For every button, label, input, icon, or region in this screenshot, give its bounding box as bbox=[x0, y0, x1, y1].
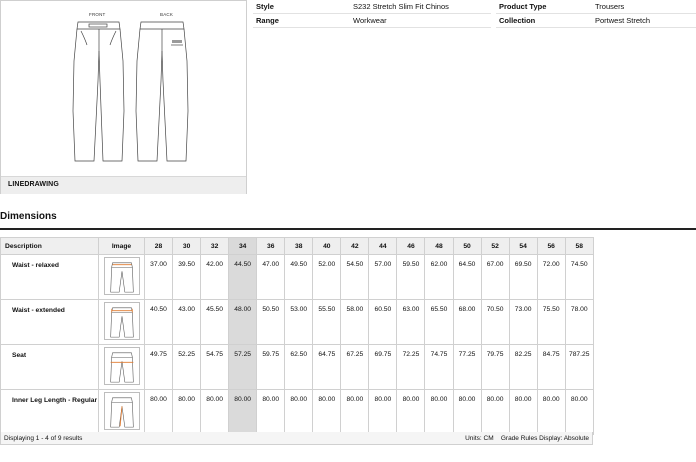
value-cell-size-56: 75.50 bbox=[537, 300, 565, 345]
value-cell-size-46: 63.00 bbox=[397, 300, 425, 345]
table-header-row bbox=[1, 238, 594, 255]
size-header-48: 48 bbox=[425, 238, 453, 255]
measurement-description: Waist - extended bbox=[1, 300, 99, 345]
size-header-56: 56 bbox=[537, 238, 565, 255]
value-cell-size-36: 50.50 bbox=[257, 300, 285, 345]
trousers-line-drawing bbox=[1, 1, 246, 176]
value-cell-size-30: 80.00 bbox=[173, 390, 201, 435]
value-cell-size-52: 67.00 bbox=[481, 255, 509, 300]
value-cell-size-42: 67.25 bbox=[341, 345, 369, 390]
value-cell-size-56: 80.00 bbox=[537, 390, 565, 435]
value-cell-size-54: 82.25 bbox=[509, 345, 537, 390]
value-cell-size-36: 47.00 bbox=[257, 255, 285, 300]
measurement-image-cell bbox=[99, 300, 145, 345]
value-cell-size-50: 80.00 bbox=[453, 390, 481, 435]
value-cell-size-30: 52.25 bbox=[173, 345, 201, 390]
attribute-row-2 bbox=[256, 14, 696, 28]
value-cell-size-54: 80.00 bbox=[509, 390, 537, 435]
style-value: S232 Stretch Slim Fit Chinos bbox=[353, 2, 449, 11]
measurement-description: Inner Leg Length - Regular bbox=[1, 390, 99, 435]
size-header-58: 58 bbox=[565, 238, 593, 255]
linedrawing-panel bbox=[0, 0, 247, 194]
range-value: Workwear bbox=[353, 16, 387, 25]
attribute-divider bbox=[496, 27, 696, 28]
size-header-40: 40 bbox=[313, 238, 341, 255]
value-cell-size-58: 80.00 bbox=[565, 390, 593, 435]
measurement-description: Waist - relaxed bbox=[1, 255, 99, 300]
size-header-30: 30 bbox=[173, 238, 201, 255]
value-cell-size-56: 72.00 bbox=[537, 255, 565, 300]
results-count: Displaying 1 - 4 of 9 results bbox=[4, 435, 83, 442]
units-label: Units: CM bbox=[465, 435, 494, 442]
value-cell-size-38: 80.00 bbox=[285, 390, 313, 435]
table-row bbox=[1, 390, 594, 435]
value-cell-size-50: 68.00 bbox=[453, 300, 481, 345]
size-header-46: 46 bbox=[397, 238, 425, 255]
trousers-sketch-icon bbox=[1, 1, 246, 176]
value-cell-size-28: 80.00 bbox=[145, 390, 173, 435]
value-cell-size-44: 80.00 bbox=[369, 390, 397, 435]
linedrawing-footer bbox=[1, 176, 246, 194]
trouser-waist-extended-icon[interactable] bbox=[104, 302, 140, 340]
value-cell-size-34: 48.00 bbox=[229, 300, 257, 345]
size-header-32: 32 bbox=[201, 238, 229, 255]
table-row bbox=[1, 345, 594, 390]
image-header: Image bbox=[99, 238, 145, 255]
table-row bbox=[1, 300, 594, 345]
value-cell-size-32: 45.50 bbox=[201, 300, 229, 345]
size-header-54: 54 bbox=[509, 238, 537, 255]
value-cell-size-42: 80.00 bbox=[341, 390, 369, 435]
value-cell-size-38: 53.00 bbox=[285, 300, 313, 345]
value-cell-size-32: 80.00 bbox=[201, 390, 229, 435]
value-cell-size-46: 80.00 bbox=[397, 390, 425, 435]
collection-value: Portwest Stretch bbox=[595, 16, 651, 25]
size-header-38: 38 bbox=[285, 238, 313, 255]
measurement-image-cell bbox=[99, 390, 145, 435]
value-cell-size-38: 62.50 bbox=[285, 345, 313, 390]
value-cell-size-52: 79.75 bbox=[481, 345, 509, 390]
value-cell-size-58: 74.50 bbox=[565, 255, 593, 300]
dimensions-divider bbox=[0, 228, 696, 230]
grade-rules-label: Grade Rules Display: Absolute bbox=[500, 435, 589, 442]
value-cell-size-42: 54.50 bbox=[341, 255, 369, 300]
value-cell-size-30: 43.00 bbox=[173, 300, 201, 345]
collection-label: Collection bbox=[499, 16, 536, 25]
value-cell-size-52: 80.00 bbox=[481, 390, 509, 435]
dimensions-title: Dimensions bbox=[0, 211, 57, 222]
value-cell-size-30: 39.50 bbox=[173, 255, 201, 300]
value-cell-size-48: 80.00 bbox=[425, 390, 453, 435]
value-cell-size-34: 80.00 bbox=[229, 390, 257, 435]
attribute-divider bbox=[253, 27, 491, 28]
value-cell-size-34: 57.25 bbox=[229, 345, 257, 390]
dimensions-table bbox=[0, 237, 594, 435]
value-cell-size-54: 69.50 bbox=[509, 255, 537, 300]
value-cell-size-28: 49.75 bbox=[145, 345, 173, 390]
size-header-52: 52 bbox=[481, 238, 509, 255]
trouser-waist-relaxed-icon[interactable] bbox=[104, 257, 140, 295]
value-cell-size-40: 64.75 bbox=[313, 345, 341, 390]
value-cell-size-36: 80.00 bbox=[257, 390, 285, 435]
trouser-inner-leg-icon[interactable] bbox=[104, 392, 140, 430]
value-cell-size-56: 84.75 bbox=[537, 345, 565, 390]
description-header: Description bbox=[1, 238, 99, 255]
value-cell-size-44: 69.75 bbox=[369, 345, 397, 390]
size-header-50: 50 bbox=[453, 238, 481, 255]
value-cell-size-46: 59.50 bbox=[397, 255, 425, 300]
linedrawing-label: LINEDRAWING bbox=[8, 181, 59, 188]
value-cell-size-48: 62.00 bbox=[425, 255, 453, 300]
value-cell-size-40: 52.00 bbox=[313, 255, 341, 300]
value-cell-size-34: 44.50 bbox=[229, 255, 257, 300]
value-cell-size-58: 787.25 bbox=[565, 345, 593, 390]
value-cell-size-58: 78.00 bbox=[565, 300, 593, 345]
range-label: Range bbox=[256, 16, 279, 25]
size-header-34: 34 bbox=[229, 238, 257, 255]
value-cell-size-42: 58.00 bbox=[341, 300, 369, 345]
measurement-image-cell bbox=[99, 345, 145, 390]
value-cell-size-36: 59.75 bbox=[257, 345, 285, 390]
product-type-label: Product Type bbox=[499, 2, 547, 11]
value-cell-size-40: 55.50 bbox=[313, 300, 341, 345]
value-cell-size-48: 74.75 bbox=[425, 345, 453, 390]
value-cell-size-54: 73.00 bbox=[509, 300, 537, 345]
style-label: Style bbox=[256, 2, 274, 11]
measurement-description: Seat bbox=[1, 345, 99, 390]
table-footer bbox=[0, 432, 593, 445]
attribute-row-1 bbox=[256, 0, 696, 14]
value-cell-size-32: 42.00 bbox=[201, 255, 229, 300]
value-cell-size-40: 80.00 bbox=[313, 390, 341, 435]
value-cell-size-28: 37.00 bbox=[145, 255, 173, 300]
value-cell-size-38: 49.50 bbox=[285, 255, 313, 300]
value-cell-size-44: 57.00 bbox=[369, 255, 397, 300]
trouser-seat-icon[interactable] bbox=[104, 347, 140, 385]
measurement-image-cell bbox=[99, 255, 145, 300]
size-header-42: 42 bbox=[341, 238, 369, 255]
table-row bbox=[1, 255, 594, 300]
value-cell-size-48: 65.50 bbox=[425, 300, 453, 345]
size-header-36: 36 bbox=[257, 238, 285, 255]
product-type-value: Trousers bbox=[595, 2, 625, 11]
value-cell-size-50: 77.25 bbox=[453, 345, 481, 390]
value-cell-size-44: 60.50 bbox=[369, 300, 397, 345]
front-view-label: FRONT bbox=[89, 12, 106, 17]
size-header-44: 44 bbox=[369, 238, 397, 255]
value-cell-size-50: 64.50 bbox=[453, 255, 481, 300]
value-cell-size-46: 72.25 bbox=[397, 345, 425, 390]
back-view-label: BACK bbox=[160, 12, 174, 17]
value-cell-size-32: 54.75 bbox=[201, 345, 229, 390]
units-display bbox=[465, 435, 589, 442]
value-cell-size-28: 40.50 bbox=[145, 300, 173, 345]
size-header-28: 28 bbox=[145, 238, 173, 255]
value-cell-size-52: 70.50 bbox=[481, 300, 509, 345]
